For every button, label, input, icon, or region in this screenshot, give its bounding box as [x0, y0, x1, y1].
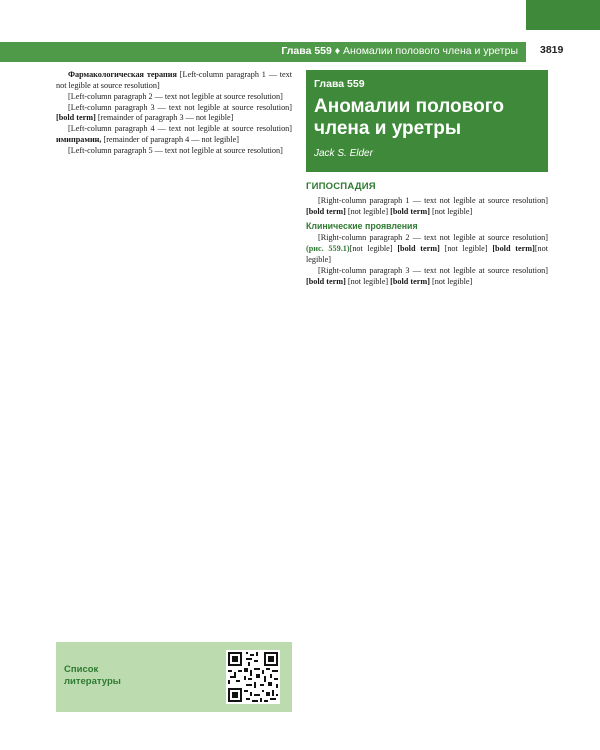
chapter-title: Аномалии полового члена и уретры [314, 96, 504, 139]
references-label-line2: литературы [64, 676, 121, 687]
qr-code-icon[interactable] [226, 650, 280, 704]
right-column [306, 182, 548, 288]
right-paragraph-2 [306, 233, 548, 266]
right-paragraph-1 [306, 196, 548, 218]
left-paragraph-2 [56, 92, 292, 103]
paragraph-text: [not legible] [347, 206, 389, 216]
left-column [56, 70, 292, 157]
keyword: [bold term] [56, 113, 96, 123]
keyword: [bold term] [306, 276, 346, 286]
paragraph-text: [Right-column paragraph 1 — text not legible at source resolution] [318, 195, 548, 205]
left-paragraph-4 [56, 124, 292, 146]
paragraph-text: [not legible] [431, 206, 473, 216]
paragraph-text: [Left-column paragraph 3 — text not legible at source resolution] [68, 102, 292, 112]
paragraph-text: [Right-column paragraph 3 — text not legible at source resolution] [318, 265, 548, 275]
running-header [0, 42, 526, 62]
page-number: 3819 [540, 44, 564, 56]
keyword: [bold term] [492, 244, 535, 254]
paragraph-text: [remainder of paragraph 3 — not legible] [97, 113, 234, 123]
section-heading: ГИПОСПАДИЯ [306, 181, 376, 192]
keyword: Фармакологическая терапия [68, 70, 177, 79]
left-paragraph-1 [56, 70, 292, 92]
paragraph-text: [Left-column paragraph 5 — text not legible at source resolution] [68, 145, 283, 155]
right-paragraph-3 [306, 266, 548, 288]
paragraph-text: [not legible] [347, 276, 389, 286]
header-topic: Аномалии полового члена и уретры [343, 45, 518, 57]
paragraph-text: [not legible] [444, 244, 488, 254]
keyword: [bold term] [390, 276, 430, 286]
paragraph-text: [Left-column paragraph 2 — text not legible at source resolution] [68, 91, 283, 101]
keyword: имипрамин, [56, 135, 102, 145]
paragraph-text: [remainder of paragraph 4 — not legible] [103, 135, 239, 145]
paragraph-text: [not legible] [431, 276, 473, 286]
header-separator: ♦ [334, 45, 341, 57]
figure-reference: (рис. 559.1) [306, 244, 350, 254]
running-header-text [281, 45, 518, 57]
paragraph-text: [not legible] [349, 244, 393, 254]
paragraph-text: [Left-column paragraph 4 — text not legible at source resolution] [68, 124, 292, 134]
page-edge-tab [526, 0, 600, 30]
keyword: [bold term] [397, 244, 440, 254]
chapter-author: Jack S. Elder [314, 148, 373, 159]
left-paragraph-5 [56, 146, 292, 157]
chapter-number: Глава 559 [314, 78, 365, 90]
references-label-line1: Список [64, 664, 99, 675]
left-paragraph-3 [56, 103, 292, 125]
paragraph-text: [Left-column paragraph 1 — text not legible at source resolution] [56, 70, 293, 90]
references-label [64, 664, 121, 688]
references-box [56, 642, 292, 712]
subsection-heading: Клинические проявления [306, 220, 418, 231]
keyword: [bold term] [306, 206, 346, 216]
qr-code-graphic [226, 650, 280, 704]
paragraph-text: [not legible] [306, 244, 549, 265]
chapter-title-box [306, 70, 548, 172]
keyword: [bold term] [390, 206, 430, 216]
header-chapter: Глава 559 [281, 45, 332, 57]
paragraph-text: [Right-column paragraph 2 — text not legible at source resolution] [318, 233, 548, 243]
